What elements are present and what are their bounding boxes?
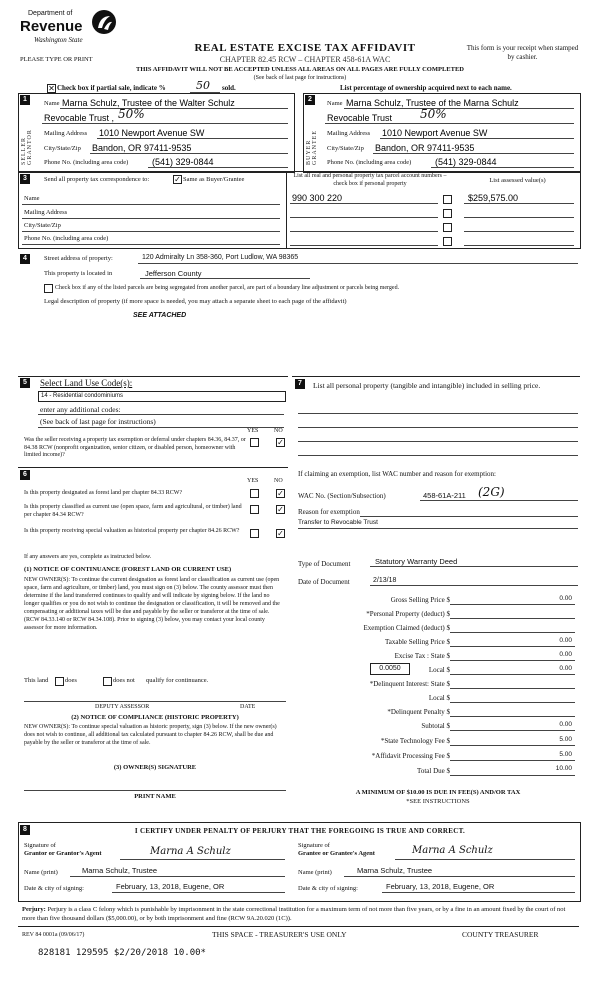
land-use-label: Select Land Use Code(s):: [40, 378, 133, 388]
same-as-buyer-label: Same as Buyer/Grantee: [183, 176, 245, 183]
buyer-address[interactable]: 1010 Newport Avenue SW: [382, 128, 488, 138]
tax-row-value[interactable]: 5.00: [559, 751, 572, 758]
buyer-name[interactable]: Marna Schulz, Trustee of the Marna Schulz: [346, 98, 519, 108]
section-7-badge: 7: [295, 379, 305, 389]
ownership-label: List percentage of ownership acquired next to each name.: [340, 84, 512, 92]
historic-question: Is this property receiving special valuation as historical property per chapter 84.26 RCW?: [24, 528, 240, 534]
buyer-percent[interactable]: 50%: [420, 107, 447, 121]
seller-address[interactable]: 1010 Newport Avenue SW: [99, 128, 205, 138]
exemption-no-checkbox[interactable]: ✓: [277, 438, 284, 447]
tax-row-label: *State Technology Fee $: [380, 737, 450, 745]
notice-compliance-body: NEW OWNER(S): To continue special valuation as historic property, sign (3) below. If the new owner(s) does not wish to continue, all additional tax calculated pursuant to chapter 84.26 RCW, shall be due and payable by the seller or transferor at the time of sale.: [24, 724, 277, 746]
legal-description[interactable]: SEE ATTACHED: [133, 312, 187, 319]
buyer-city[interactable]: Bandon, OR 97411-9535: [375, 143, 475, 153]
seller-side-label: SELLER GRANTOR: [21, 129, 33, 165]
land-use-code-select[interactable]: [38, 391, 286, 402]
document-type[interactable]: Statutory Warranty Deed: [375, 557, 458, 566]
please-type: PLEASE TYPE OR PRINT: [20, 56, 93, 63]
exemption-reason[interactable]: Transfer to Revocable Trust: [298, 519, 378, 526]
tax-row-value[interactable]: 5.00: [559, 736, 572, 743]
parcels-header: List all real and personal property tax parcel account numbers – check box if personal property: [293, 173, 447, 187]
county-treasurer-label: COUNTY TREASURER: [462, 930, 539, 939]
logo-line1: Department of: [28, 10, 73, 17]
personal-property-label: List all personal property (tangible and intangible) included in selling price.: [313, 381, 541, 390]
grantee-date-city[interactable]: February, 13, 2018, Eugene, OR: [386, 882, 495, 891]
deputy-date-label: DATE: [240, 704, 256, 710]
grantee-signature[interactable]: Marna A Schulz: [412, 845, 493, 856]
buyer-address-label: Mailing Address: [327, 130, 371, 137]
seller-phone[interactable]: (541) 329-0844: [152, 157, 214, 167]
grantee-name-label: Name (print): [298, 869, 332, 876]
buyer-name2[interactable]: Revocable Trust: [327, 113, 393, 123]
street-label: Street address of property:: [44, 255, 113, 262]
tax-row-label: Taxable Selling Price $: [384, 638, 450, 646]
logo-swirl-icon: [90, 8, 118, 36]
historic-yes-checkbox[interactable]: [250, 529, 259, 538]
current-use-question: Is this property classified as current use (open space, farm and agricultural, or timber) land per chapter 84.34 RCW?: [24, 504, 242, 518]
treasurer-space-label: THIS SPACE - TREASURER'S USE ONLY: [212, 930, 347, 939]
print-name-label: PRINT NAME: [134, 793, 176, 800]
forest-question: Is this property designated as forest land per chapter 84.33 RCW?: [24, 490, 183, 496]
seller-phone-label: Phone No. (including area code): [44, 159, 129, 166]
current-use-no-checkbox[interactable]: ✓: [277, 505, 284, 514]
doc-type-label: Type of Document: [298, 560, 351, 568]
parcel-personal-checkbox-2[interactable]: [443, 209, 452, 218]
seller-name[interactable]: Marna Schulz, Trustee of the Walter Schulz: [62, 98, 235, 108]
buyer-phone[interactable]: (541) 329-0844: [435, 157, 497, 167]
treasurer-stamp: 828181 129595 $2/20/2018 10.00*: [38, 948, 206, 958]
document-date[interactable]: 2/13/18: [373, 577, 397, 584]
land-use-see-back: (See back of last page for instructions): [40, 417, 156, 426]
county[interactable]: Jefferson County: [145, 269, 202, 278]
tax-row-label: *Delinquent Penalty $: [387, 708, 450, 716]
receipt-note: This form is your receipt when stamped by cashier.: [466, 44, 579, 61]
perjury-notice: [22, 905, 578, 923]
tax-row-label: Local $: [428, 666, 450, 674]
tax-row-label: *Personal Property (deduct) $: [366, 610, 450, 618]
s6-no-header: NO: [274, 478, 283, 484]
corr-name-label: Name: [24, 195, 40, 202]
owner-signature-title: (3) OWNER(S) SIGNATURE: [113, 764, 197, 771]
this-land-label: This land: [24, 677, 49, 684]
section-6-badge: 6: [20, 470, 30, 480]
buyer-phone-label: Phone No. (including area code): [327, 159, 412, 166]
if-any-yes: If any answers are yes, complete as instructed below.: [24, 554, 152, 560]
tax-row-label: *Delinquent Interest: State $: [369, 680, 450, 688]
located-label: This property is located in: [44, 270, 113, 277]
form-chapters: CHAPTER 82.45 RCW – CHAPTER 458-61A WAC: [219, 55, 391, 64]
assessed-header: List assessed value(s): [489, 177, 546, 184]
grantee-printed-name[interactable]: Marna Schulz, Trustee: [357, 866, 433, 875]
tax-row-value[interactable]: 0.00: [559, 651, 572, 658]
section-5-badge: 5: [20, 378, 30, 388]
wac-subsection-hand[interactable]: (2G): [478, 485, 505, 499]
grantor-sig-label1: Signature of: [24, 842, 56, 849]
seller-city[interactable]: Bandon, OR 97411-9535: [92, 143, 192, 153]
wac-number[interactable]: 458-61A-211: [423, 491, 466, 500]
grantee-sig-label2: Grantee or Grantee's Agent: [298, 850, 375, 857]
grantee-date-label: Date & city of signing:: [298, 885, 358, 892]
tax-row-value[interactable]: 0.00: [559, 637, 572, 644]
corr-city-label: City/State/Zip: [24, 222, 61, 229]
historic-no-checkbox[interactable]: ✓: [277, 529, 284, 538]
deputy-assessor-label: DEPUTY ASSESSOR: [95, 704, 150, 710]
land-use-no-header: NO: [274, 428, 283, 434]
see-instructions-note: *SEE INSTRUCTIONS: [406, 798, 470, 805]
tax-row-label: Exemption Claimed (deduct) $: [363, 624, 450, 632]
land-does-not-label: does not: [113, 677, 135, 684]
land-does-not-checkbox[interactable]: [103, 677, 112, 686]
s6-yes-header: YES: [247, 478, 259, 484]
parcel-number-1[interactable]: 990 300 220: [292, 193, 343, 203]
correspondence-label: Send all property tax correspondence to:: [44, 176, 150, 183]
notice-continuance-title: (1) NOTICE OF CONTINUANCE (FOREST LAND OR CURRENT USE): [24, 566, 232, 573]
reason-label: Reason for exemption: [298, 508, 360, 516]
assessed-value-1[interactable]: $259,575.00: [468, 193, 519, 203]
partial-sale-checkbox[interactable]: ✕: [48, 84, 55, 93]
tax-row-label: Gross Selling Price $: [390, 596, 450, 604]
forest-no-checkbox[interactable]: ✓: [277, 489, 284, 498]
tax-row-label: Total Due $: [417, 767, 450, 775]
section-4-badge: 4: [20, 254, 30, 264]
wac-label: WAC No. (Section/Subsection): [298, 492, 386, 500]
parcel-personal-checkbox-4[interactable]: [443, 237, 452, 246]
street-address[interactable]: 120 Admiralty Ln 358-360, Port Ludlow, WA 98365: [142, 254, 299, 261]
logo-line2: Revenue: [20, 18, 83, 35]
certify-text: I CERTIFY UNDER PENALTY OF PERJURY THAT THE FOREGOING IS TRUE AND CORRECT.: [134, 827, 466, 835]
dor-logo: [20, 6, 130, 52]
tax-row-label: Excise Tax : State $: [394, 652, 450, 660]
tax-row-value[interactable]: 10.00: [555, 765, 572, 772]
revision-code: REV 84 0001a (09/06/17): [22, 932, 85, 938]
perjury-label: Perjury:: [22, 906, 46, 913]
same-as-buyer-checkbox[interactable]: ✓: [174, 175, 181, 184]
land-does-label: does: [65, 677, 77, 684]
section-1-badge: 1: [20, 95, 30, 105]
tax-row-label: Local $: [428, 694, 450, 702]
parcel-personal-checkbox-3[interactable]: [443, 223, 452, 232]
seller-address-label: Mailing Address: [44, 130, 88, 137]
exemption-yes-checkbox[interactable]: [250, 438, 259, 447]
seller-name-label: Name: [44, 100, 60, 107]
tax-row-value[interactable]: 0.00: [559, 595, 572, 602]
doc-date-label: Date of Document: [298, 578, 350, 586]
seller-city-label: City/State/Zip: [44, 145, 81, 152]
tax-row-label: *Affidavit Processing Fee $: [371, 752, 450, 760]
grantor-sig-label2: Grantor or Grantor's Agent: [24, 850, 102, 857]
partial-sale-label: Check box if partial sale, indicate %: [57, 84, 166, 92]
buyer-name-label: Name: [327, 100, 343, 107]
partial-sale-suffix: sold.: [222, 84, 236, 92]
legal-label: Legal description of property (if more space is needed, you may attach a separate sheet to each page of the affidavit): [44, 298, 347, 305]
grantee-sig-label1: Signature of: [298, 842, 330, 849]
grantor-signature[interactable]: Marna A Schulz: [150, 846, 231, 857]
tax-row-label: Subtotal $: [421, 722, 450, 730]
forest-yes-checkbox[interactable]: [250, 489, 259, 498]
minimum-due-note: A MINIMUM OF $10.00 IS DUE IN FEE(S) AND/OR TAX: [355, 789, 521, 796]
grantor-date-city[interactable]: February, 13, 2018, Eugene, OR: [116, 882, 225, 891]
land-use-code-value: 14 - Residential condominiums: [41, 393, 124, 399]
local-rate: 0.0050: [379, 665, 401, 672]
corr-phone-label: Phone No. (including area code): [24, 235, 109, 242]
perjury-text: Perjury is a class C felony which is punishable by imprisonment in the state correctional institution for a maximum term of not more than five years, or by a fine in an amount fixed by the court of not more than five thousand dollars ($5,000.00), or by both imprisonment and fine (RCW 9A.20.020 (1C)).: [22, 906, 566, 922]
form-title: REAL ESTATE EXCISE TAX AFFIDAVIT: [194, 42, 416, 54]
section-3-badge: 3: [20, 174, 30, 184]
buyer-city-label: City/State/Zip: [327, 145, 364, 152]
tax-row-value[interactable]: 0.00: [559, 665, 572, 672]
grantor-name-label: Name (print): [24, 869, 58, 876]
tax-row-value[interactable]: 0.00: [559, 721, 572, 728]
land-use-yes-header: YES: [247, 428, 259, 434]
section-8-badge: 8: [20, 825, 30, 835]
seller-percent[interactable]: 50%: [118, 107, 145, 121]
buyer-side-label: BUYER GRANTEE: [306, 130, 318, 165]
see-back-note: (See back of last page for instructions): [253, 75, 347, 81]
exemption-question: Was the seller receiving a property tax exemption or deferral under chapters 84.36, 84.37, or 84.38 RCW (nonprofit organization, senior citizen, or disabled person, homeowner with limited income)?: [24, 437, 246, 458]
parcel-personal-checkbox-1[interactable]: [443, 195, 452, 204]
grantor-date-label: Date & city of signing:: [24, 885, 84, 892]
logo-line3: Washington State: [34, 36, 83, 44]
notice-continuance-body: NEW OWNER(S): To continue the current designation as forest land or classification as current use (open space, farm and agriculture, or timber) land, you must sign on (3) below. The county assessor must then determine if the land transferred continues to qualify and will indicate by signing below. If the land no longer qualifies or you do not wish to continue the designation or classification, it will be removed and the compensating or additional taxes will be due and payable by the seller or transferor at the time of sale. (RCW 84.33.140 or RCW 84.34.108). Prior to signing (3) below, you may contact your local county assessor for more information.: [24, 577, 280, 631]
corr-address-label: Mailing Address: [24, 209, 68, 216]
section-2-badge: 2: [305, 95, 315, 105]
warning-text: THIS AFFIDAVIT WILL NOT BE ACCEPTED UNLESS ALL AREAS ON ALL PAGES ARE FULLY COMPLETED: [136, 66, 464, 73]
segregated-checkbox[interactable]: [44, 284, 53, 293]
land-does-checkbox[interactable]: [55, 677, 64, 686]
grantor-printed-name[interactable]: Marna Schulz, Trustee: [82, 866, 158, 875]
partial-sale-value[interactable]: 50: [196, 79, 210, 92]
current-use-yes-checkbox[interactable]: [250, 505, 259, 514]
additional-codes-label: enter any additional codes:: [40, 405, 121, 414]
seller-name2[interactable]: Revocable Trust ,: [44, 113, 115, 123]
qualify-label: qualify for continuance.: [146, 677, 209, 684]
segregated-label: Check box if any of the listed parcels are being segregated from another parcel, are part of a boundary line adjustment or parcels being merged.: [55, 285, 400, 291]
notice-compliance-title: (2) NOTICE OF COMPLIANCE (HISTORIC PROPERTY): [71, 714, 239, 721]
exemption-claim-label: If claiming an exemption, list WAC number and reason for exemption:: [298, 470, 496, 478]
